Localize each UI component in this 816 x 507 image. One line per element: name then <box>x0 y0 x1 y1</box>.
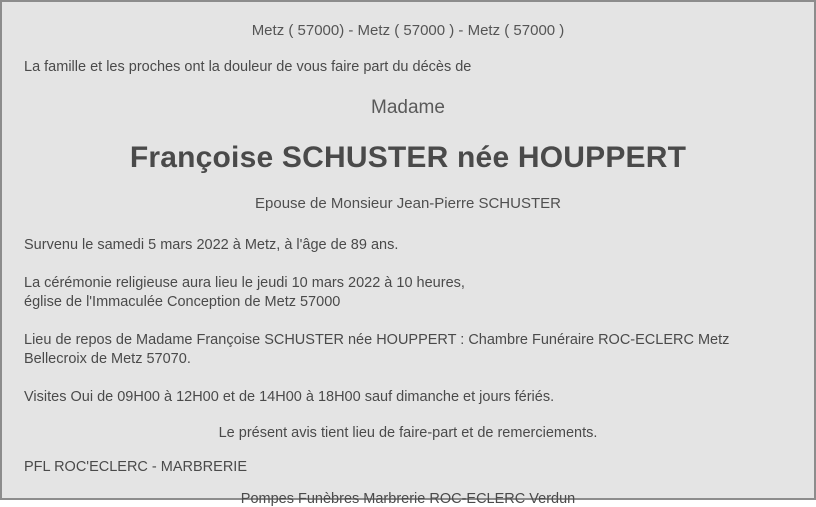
intro-text: La famille et les proches ont la douleur de vous faire part du décès de <box>24 59 472 75</box>
closing-statement: Le présent avis tient lieu de faire-part et de remerciements. <box>218 425 598 442</box>
ceremony-info <box>24 274 792 313</box>
deceased-name: Françoise SCHUSTER née HOUPPERT <box>129 141 687 174</box>
ceremony-line-2: église de l'Immaculée Conception de Metz 57000 <box>24 294 341 311</box>
footer-company: Pompes Funèbres Marbrerie ROC-ECLERC Verdun <box>240 491 576 507</box>
ceremony-line-1: La cérémonie religieuse aura lieu le jeudi 10 mars 2022 à 10 heures, <box>24 274 465 291</box>
resting-place-info <box>24 331 792 370</box>
visiting-hours: Visites Oui de 09H00 à 12H00 et de 14H00 à 18H00 sauf dimanche et jours fériés. <box>24 388 555 405</box>
agency-name: PFL ROC'ECLERC - MARBRERIE <box>24 459 247 476</box>
location-line: Metz ( 57000) - Metz ( 57000 ) - Metz ( 57000 ) <box>251 22 565 39</box>
resting-line-2: Bellecroix de Metz 57070. <box>24 351 191 368</box>
resting-line-1: Lieu de repos de Madame Françoise SCHUSTER née HOUPPERT : Chambre Funéraire ROC-ECLERC Metz <box>24 331 730 348</box>
honorific-title: Madame <box>371 97 445 118</box>
spouse-line: Epouse de Monsieur Jean-Pierre SCHUSTER <box>255 195 561 212</box>
death-info: Survenu le samedi 5 mars 2022 à Metz, à l'âge de 89 ans. <box>24 237 399 253</box>
